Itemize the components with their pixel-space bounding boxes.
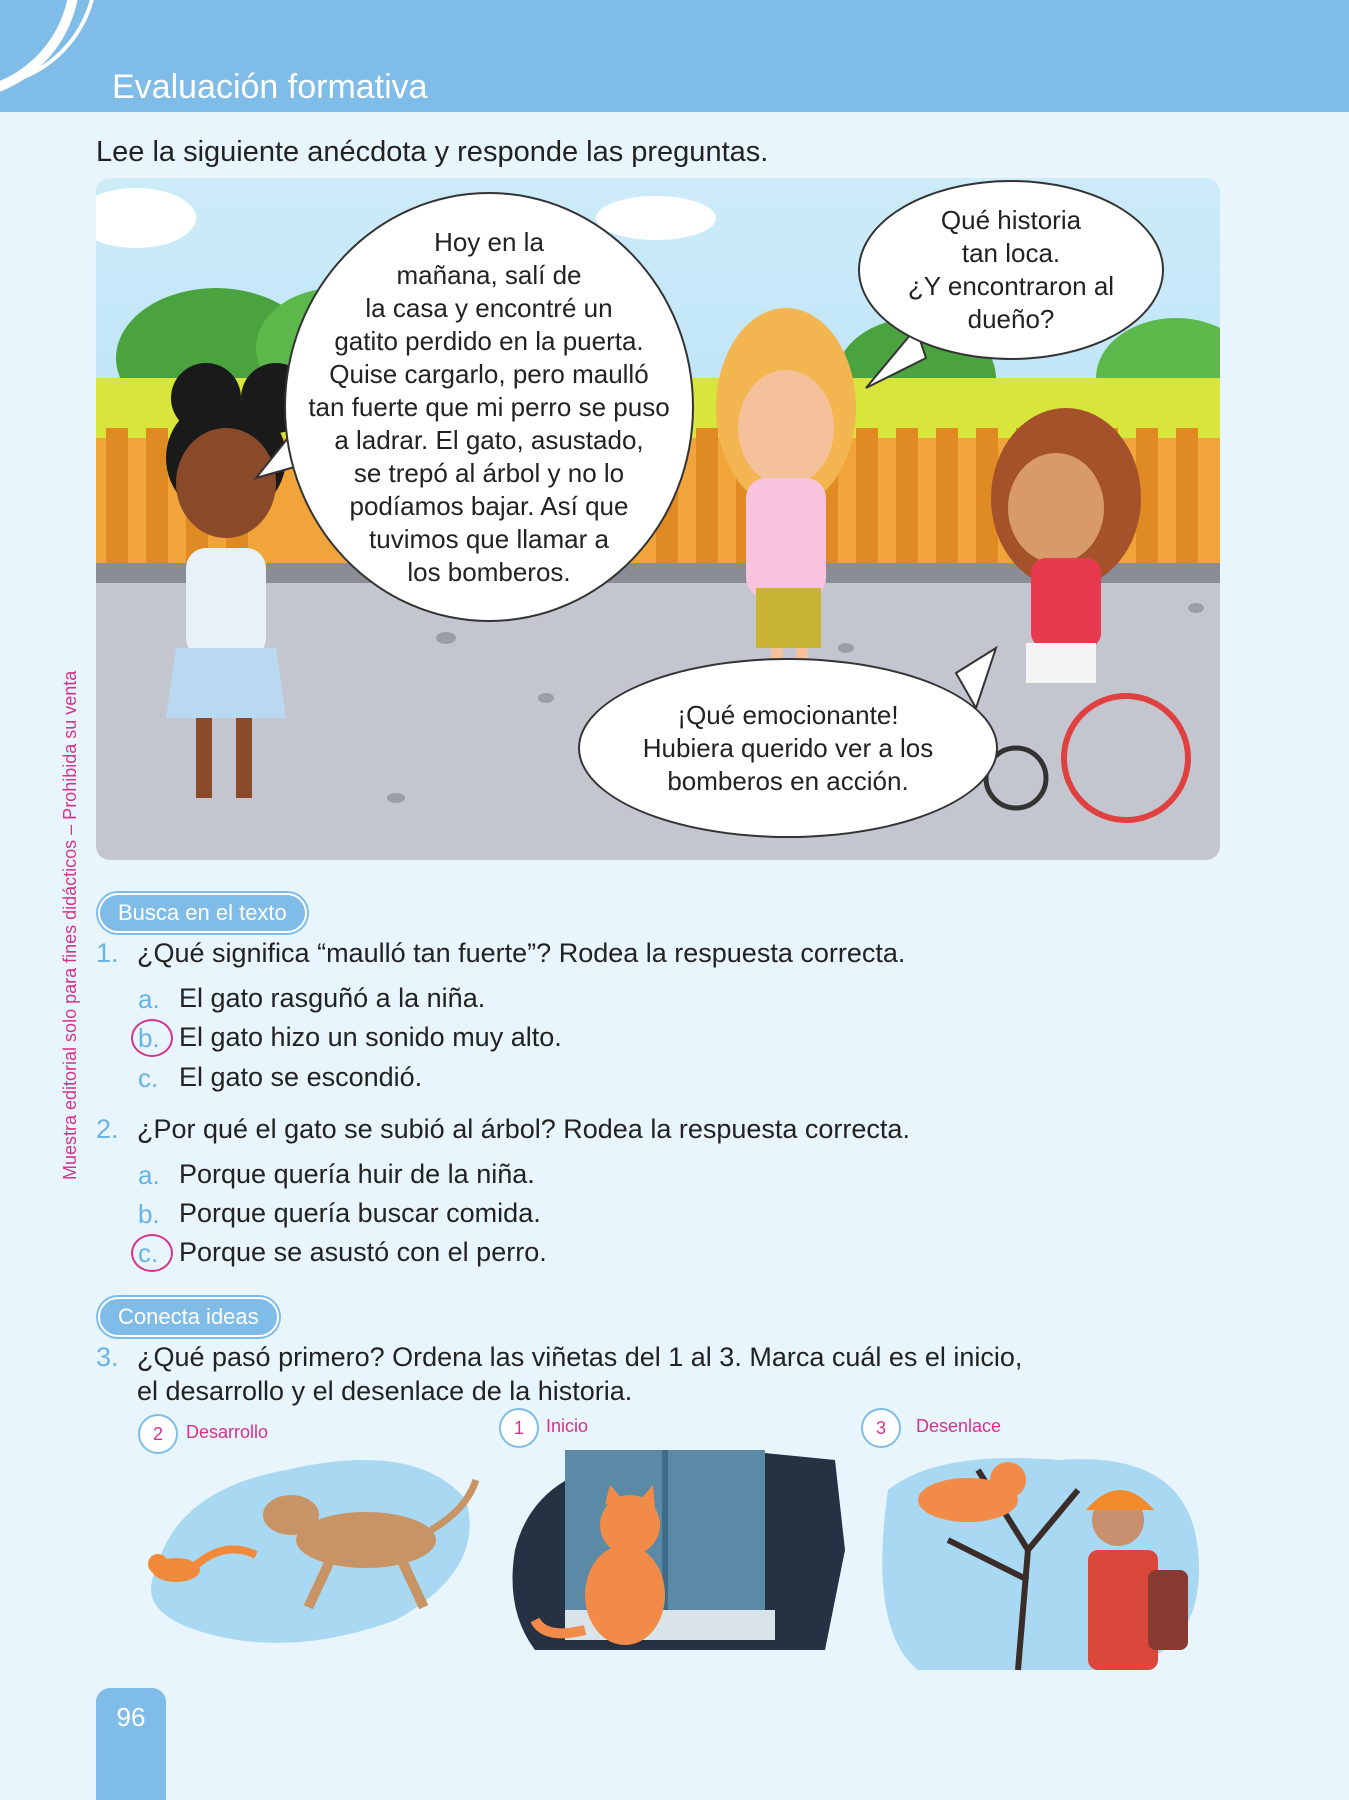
q2-option-a-text: Porque quería huir de la niña.: [179, 1159, 535, 1189]
speech-bubble-bottom-text: ¡Qué emocionante! Hubiera querido ver a los bomberos en acción.: [642, 699, 934, 796]
question-3-line2: el desarrollo y el desenlace de la historia.: [137, 1376, 633, 1406]
question-2-text: ¿Por qué el gato se subió al árbol? Rodea la respuesta correcta.: [137, 1114, 910, 1144]
q1-option-a-letter[interactable]: a.: [138, 984, 160, 1014]
section-tag-busca: Busca en el texto: [98, 893, 307, 933]
vignette-3-label: Desenlace: [916, 1416, 1002, 1436]
q2-option-c-letter[interactable]: c.: [138, 1238, 159, 1268]
q2-option-b-text: Porque quería buscar comida.: [179, 1198, 541, 1228]
vignette-2-label: Desarrollo: [186, 1422, 269, 1442]
instructions-text: Lee la siguiente anécdota y responde las preguntas.: [96, 136, 769, 168]
page-title: Evaluación formativa: [112, 68, 428, 106]
vignette-1-number[interactable]: 1: [499, 1408, 539, 1448]
q1-option-c-letter[interactable]: c.: [138, 1063, 159, 1093]
q2-option-a-letter[interactable]: a.: [138, 1160, 160, 1190]
q1-option-c-text: El gato se escondió.: [179, 1062, 423, 1092]
question-1-text: ¿Qué significa “maulló tan fuerte”? Rodea la respuesta correcta.: [137, 938, 906, 968]
q1-option-a-text: El gato rasguñó a la niña.: [179, 983, 486, 1013]
header-banner: [0, 0, 1349, 112]
section-tag-conecta: Conecta ideas: [98, 1297, 279, 1337]
page-number: 96: [116, 1702, 146, 1732]
vignette-1-cat-at-door: [505, 1430, 855, 1660]
speech-bubble-top-right-text: Qué historia tan loca. ¿Y encontraron al dueño?: [907, 205, 1115, 334]
vignette-2-number[interactable]: 2: [138, 1414, 178, 1454]
vignette-1-label: Inicio: [546, 1416, 589, 1436]
question-3-number: 3.: [96, 1342, 119, 1372]
vignette-3-number[interactable]: 3: [861, 1408, 901, 1448]
q1-option-b-letter[interactable]: b.: [138, 1023, 160, 1053]
header-arc-decoration-thin: [0, 0, 98, 88]
story-illustration: [96, 178, 1220, 860]
question-2-number: 2.: [96, 1114, 119, 1144]
speech-bubble-left-text: Hoy en la mañana, salí de la casa y encontré un gatito perdido en la puerta. Quise cargarlo, pero maulló tan fuerte que mi perro se puso a ladrar. El gato, asustado, se trepó al árbol y no lo podíamos bajar. Así que tuvimos que llamar a los bomberos.: [308, 226, 670, 587]
vignette-2-dog-chasing-cat: [136, 1430, 496, 1650]
q1-option-b-text: El gato hizo un sonido muy alto.: [179, 1022, 562, 1052]
q2-option-b-letter[interactable]: b.: [138, 1199, 160, 1229]
question-1-number: 1.: [96, 938, 119, 968]
question-3-line1: ¿Qué pasó primero? Ordena las viñetas del 1 al 3. Marca cuál es el inicio,: [137, 1342, 1023, 1372]
page-number-tab: [96, 1688, 166, 1800]
q2-option-c-text: Porque se asustó con el perro.: [179, 1237, 547, 1267]
speech-bubble-bottom: [578, 658, 998, 838]
vignette-3-firefighter-rescues-cat: [858, 1430, 1218, 1680]
vertical-watermark: Muestra editorial solo para fines didácticos – Prohibida su venta: [60, 670, 80, 1180]
speech-bubble-top-right: [858, 180, 1164, 360]
speech-bubble-left: [284, 192, 694, 622]
